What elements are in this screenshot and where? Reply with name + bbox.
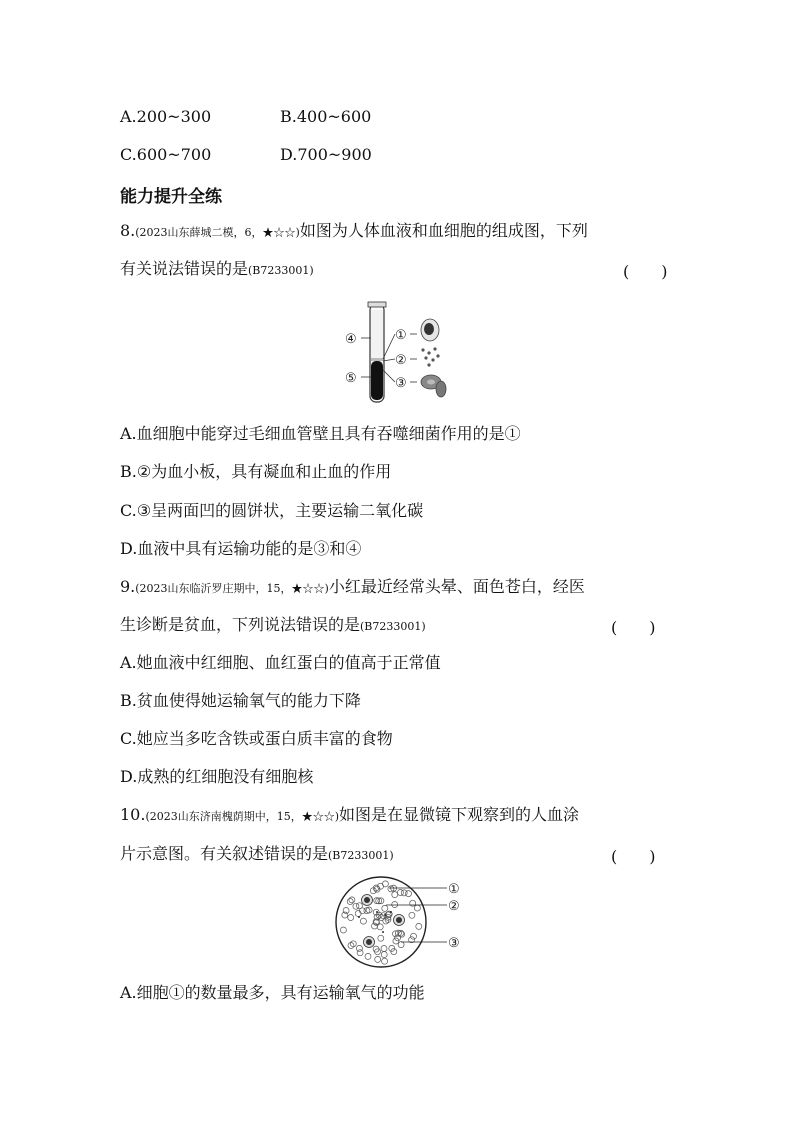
q8-source: (2023山东薛城二模，6，★☆☆) <box>135 226 300 239</box>
q7-option-c[interactable]: C.600~700 <box>120 145 212 164</box>
q9-answer-paren[interactable]: ( ) <box>611 618 656 637</box>
q9-option-d[interactable]: D.成熟的红细胞没有细胞核 <box>120 767 314 786</box>
q9-stem-text2: 生诊断是贫血，下列说法错误的是 <box>120 615 361 634</box>
q10-answer-paren[interactable]: ( ) <box>611 847 656 866</box>
q9-number: 9. <box>120 577 136 596</box>
q9-code: (B7233001) <box>360 620 426 633</box>
q10-stem-line2 <box>120 844 394 866</box>
q8-code: (B7233001) <box>248 264 314 277</box>
q10-stem-line1 <box>120 805 579 827</box>
q7-option-d[interactable]: D.700~900 <box>280 145 372 164</box>
q10-figure-label-3: ③ <box>448 936 460 951</box>
q8-stem-text: 如图为人体血液和血细胞的组成图，下列 <box>299 221 588 240</box>
section-heading: 能力提升全练 <box>120 187 222 207</box>
q10-option-a[interactable]: A.细胞①的数量最多，具有运输氧气的功能 <box>120 983 425 1002</box>
q10-figure-label-1: ① <box>448 882 460 897</box>
q8-figure-label-5: ⑤ <box>345 371 357 386</box>
q8-stem-line2 <box>120 259 314 281</box>
q10-code: (B7233001) <box>328 849 394 862</box>
q10-figure-label-2: ② <box>448 899 460 914</box>
q7-option-a[interactable]: A.200~300 <box>120 107 212 126</box>
q8-option-d[interactable]: D.血液中具有运输功能的是③和④ <box>120 539 362 558</box>
q9-option-c[interactable]: C.她应当多吃含铁或蛋白质丰富的食物 <box>120 729 393 748</box>
q9-stem-text: 小红最近经常头晕、面色苍白，经医 <box>328 577 585 596</box>
q8-stem-line1 <box>120 221 588 243</box>
q8-answer-paren[interactable]: ( ) <box>623 262 668 281</box>
q7-option-b[interactable]: B.400~600 <box>280 107 372 126</box>
q8-option-a[interactable]: A.血细胞中能穿过毛细血管壁且具有吞噬细菌作用的是① <box>120 424 521 443</box>
q8-figure-label-4: ④ <box>345 332 357 347</box>
q9-stem-line2 <box>120 615 426 637</box>
q8-figure-label-1: ① <box>395 328 407 343</box>
q10-number: 10. <box>120 805 146 824</box>
q8-option-b[interactable]: B.②为血小板，具有凝血和止血的作用 <box>120 462 392 481</box>
q8-stem-text2: 有关说法错误的是 <box>120 259 249 278</box>
q8-figure-label-2: ② <box>395 353 407 368</box>
q8-blood-figure <box>343 300 473 410</box>
q8-option-c[interactable]: C.③呈两面凹的圆饼状，主要运输二氧化碳 <box>120 501 424 520</box>
q9-stem-line1 <box>120 577 585 599</box>
q9-option-b[interactable]: B.贫血使得她运输氧气的能力下降 <box>120 691 361 710</box>
q10-source: (2023山东济南槐荫期中，15，★☆☆) <box>145 810 340 823</box>
q10-stem-text: 如图是在显微镜下观察到的人血涂 <box>339 805 580 824</box>
q10-stem-text2: 片示意图。有关叙述错误的是 <box>120 844 329 863</box>
q8-number: 8. <box>120 221 136 240</box>
q9-source: (2023山东临沂罗庄期中，15，★☆☆) <box>135 582 329 595</box>
q9-option-a[interactable]: A.她血液中红细胞、血红蛋白的值高于正常值 <box>120 653 441 672</box>
q10-blood-smear-figure <box>333 872 473 972</box>
q8-figure-label-3: ③ <box>395 376 407 391</box>
